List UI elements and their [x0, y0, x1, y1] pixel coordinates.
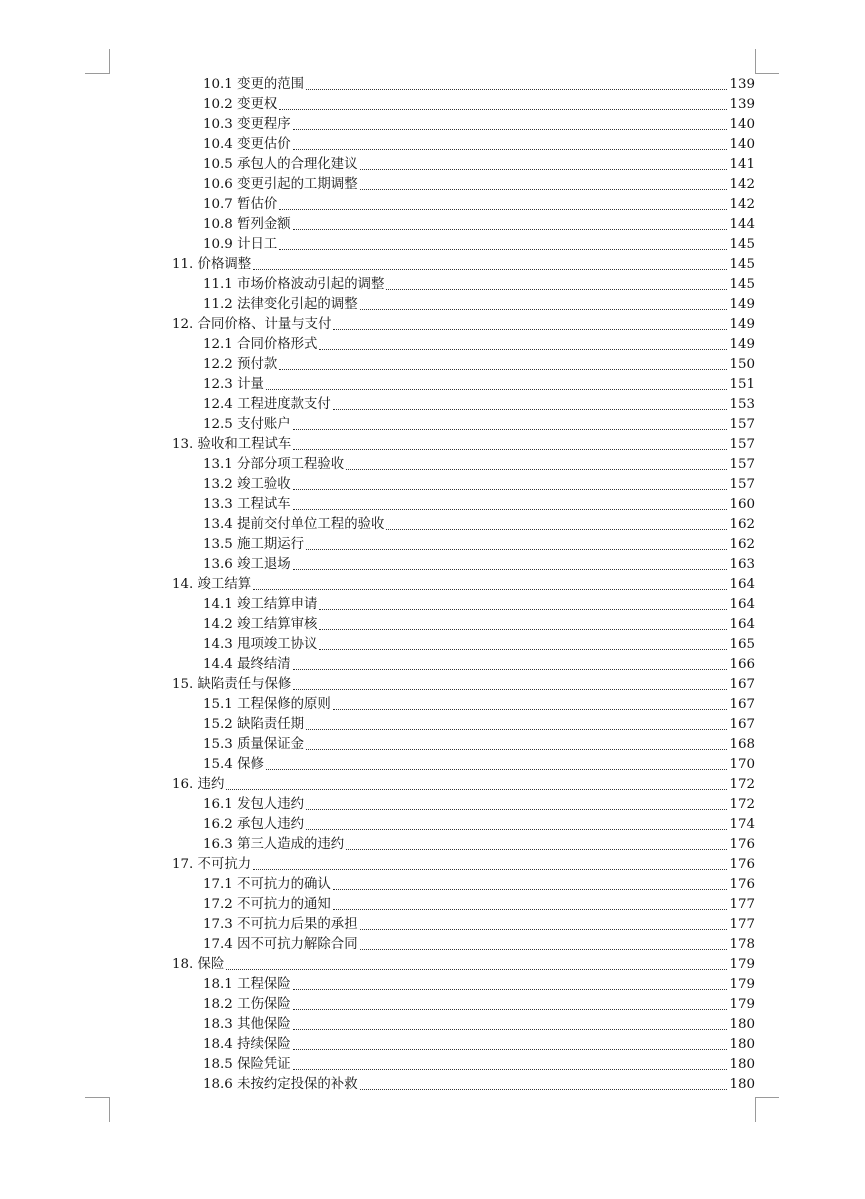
toc-page-number: 177 [729, 897, 755, 912]
toc-entry-label: 14.3 甩项竣工协议 [203, 637, 318, 652]
toc-entry-label: 12.4 工程进度款支付 [203, 397, 331, 412]
toc-dot-leader [293, 669, 728, 670]
toc-dot-leader [333, 889, 728, 890]
toc-page-number: 145 [729, 257, 755, 272]
toc-page-number: 140 [729, 137, 755, 152]
toc-page-number: 142 [729, 197, 755, 212]
toc-dot-leader [253, 869, 727, 870]
toc-entry-label: 16.3 第三人造成的违约 [203, 837, 345, 852]
toc-entry-label: 13.5 施工期运行 [203, 537, 305, 552]
crop-mark-top-left-v [109, 49, 110, 74]
toc-dot-leader [266, 389, 728, 390]
toc-section-entry[interactable] [203, 793, 755, 813]
toc-section-entry[interactable] [203, 993, 755, 1013]
toc-section-entry[interactable] [203, 173, 755, 193]
toc-page-number: 145 [729, 237, 755, 252]
toc-entry-label: 15.2 缺陷责任期 [203, 717, 305, 732]
toc-page-number: 162 [729, 517, 755, 532]
toc-section-entry[interactable] [203, 1053, 755, 1073]
toc-entry-label: 18.6 未按约定投保的补救 [203, 1077, 358, 1092]
toc-section-entry[interactable] [203, 913, 755, 933]
toc-entry-label: 13.2 竣工验收 [203, 477, 291, 492]
toc-dot-leader [293, 689, 727, 690]
toc-page-number: 166 [729, 657, 755, 672]
toc-page-number: 157 [729, 437, 755, 452]
toc-page-number: 170 [729, 757, 755, 772]
toc-page-number: 172 [729, 797, 755, 812]
toc-page-number: 164 [729, 597, 755, 612]
toc-dot-leader [319, 649, 727, 650]
toc-section-entry[interactable] [203, 193, 755, 213]
crop-mark-top-left-h [85, 73, 109, 74]
toc-dot-leader [306, 549, 727, 550]
toc-section-entry[interactable] [203, 693, 755, 713]
toc-dot-leader [333, 709, 728, 710]
toc-section-entry[interactable] [203, 453, 755, 473]
toc-entry-label: 13.3 工程试车 [203, 497, 291, 512]
toc-entry-label: 12.1 合同价格形式 [203, 337, 318, 352]
toc-section-entry[interactable] [203, 653, 755, 673]
toc-entry-label: 11. 价格调整 [172, 257, 252, 272]
toc-dot-leader [279, 209, 727, 210]
toc-dot-leader [360, 1089, 728, 1090]
toc-dot-leader [306, 729, 727, 730]
toc-dot-leader [279, 249, 727, 250]
toc-chapter-entry[interactable] [172, 673, 755, 693]
toc-section-entry[interactable] [203, 833, 755, 853]
toc-page-number: 168 [729, 737, 755, 752]
toc-page-number: 141 [729, 157, 755, 172]
toc-section-entry[interactable] [203, 273, 755, 293]
toc-entry-label: 14.2 竣工结算审核 [203, 617, 318, 632]
toc-dot-leader [306, 809, 727, 810]
toc-entry-label: 15. 缺陷责任与保修 [172, 677, 292, 692]
toc-section-entry[interactable] [203, 493, 755, 513]
toc-page-number: 165 [729, 637, 755, 652]
toc-section-entry[interactable] [203, 373, 755, 393]
toc-section-entry[interactable] [203, 813, 755, 833]
toc-section-entry[interactable] [203, 893, 755, 913]
toc-page-number: 179 [729, 977, 755, 992]
toc-page-number: 157 [729, 477, 755, 492]
toc-dot-leader [293, 149, 728, 150]
toc-entry-label: 13. 验收和工程试车 [172, 437, 292, 452]
toc-entry-label: 12.5 支付账户 [203, 417, 291, 432]
toc-page-number: 180 [729, 1017, 755, 1032]
toc-entry-label: 15.3 质量保证金 [203, 737, 305, 752]
toc-page-number: 176 [729, 837, 755, 852]
toc-dot-leader [306, 829, 727, 830]
toc-page-number: 179 [729, 997, 755, 1012]
toc-page-number: 144 [729, 217, 755, 232]
toc-page-number: 177 [729, 917, 755, 932]
toc-page-number: 149 [729, 317, 755, 332]
toc-entry-label: 16. 违约 [172, 777, 225, 792]
toc-page-number: 149 [729, 337, 755, 352]
toc-entry-label: 10.1 变更的范围 [203, 77, 305, 92]
toc-dot-leader [293, 569, 728, 570]
toc-page-number: 162 [729, 537, 755, 552]
toc-dot-leader [293, 989, 728, 990]
toc-section-entry[interactable] [203, 1073, 755, 1093]
toc-entry-label: 13.1 分部分项工程验收 [203, 457, 345, 472]
toc-entry-label: 10.4 变更估价 [203, 137, 291, 152]
toc-entry-label: 18.3 其他保险 [203, 1017, 291, 1032]
toc-section-entry[interactable] [203, 153, 755, 173]
toc-section-entry[interactable] [203, 633, 755, 653]
toc-entry-label: 17.3 不可抗力后果的承担 [203, 917, 358, 932]
toc-page-number: 151 [729, 377, 755, 392]
toc-dot-leader [346, 469, 727, 470]
toc-section-entry[interactable] [203, 293, 755, 313]
toc-section-entry[interactable] [203, 873, 755, 893]
toc-section-entry[interactable] [203, 533, 755, 553]
toc-page-number: 145 [729, 277, 755, 292]
toc-section-entry[interactable] [203, 353, 755, 373]
toc-dot-leader [386, 289, 727, 290]
toc-chapter-entry[interactable] [172, 853, 755, 873]
toc-entry-label: 10.8 暂列金额 [203, 217, 291, 232]
toc-section-entry[interactable] [203, 333, 755, 353]
toc-page-number: 157 [729, 417, 755, 432]
toc-page-number: 167 [729, 717, 755, 732]
toc-entry-label: 18.4 持续保险 [203, 1037, 291, 1052]
toc-entry-label: 13.6 竣工退场 [203, 557, 291, 572]
toc-section-entry[interactable] [203, 473, 755, 493]
toc-section-entry[interactable] [203, 933, 755, 953]
toc-dot-leader [253, 269, 727, 270]
toc-page-number: 176 [729, 857, 755, 872]
toc-section-entry[interactable] [203, 93, 755, 113]
crop-mark-top-right-v [755, 49, 756, 74]
toc-entry-label: 14. 竣工结算 [172, 577, 252, 592]
toc-section-entry[interactable] [203, 753, 755, 773]
toc-dot-leader [293, 429, 728, 430]
toc-chapter-entry[interactable] [172, 953, 755, 973]
toc-page-number: 164 [729, 577, 755, 592]
toc-dot-leader [226, 789, 727, 790]
toc-entry-label: 10.3 变更程序 [203, 117, 291, 132]
toc-entry-label: 12.2 预付款 [203, 357, 278, 372]
toc-dot-leader [293, 129, 728, 130]
toc-entry-label: 13.4 提前交付单位工程的验收 [203, 517, 385, 532]
toc-dot-leader [319, 609, 727, 610]
toc-page-number: 172 [729, 777, 755, 792]
toc-dot-leader [279, 369, 727, 370]
toc-dot-leader [293, 1049, 728, 1050]
toc-page-number: 163 [729, 557, 755, 572]
toc-entry-label: 10.2 变更权 [203, 97, 278, 112]
toc-section-entry[interactable] [203, 613, 755, 633]
crop-mark-bottom-left-h [85, 1097, 109, 1098]
toc-dot-leader [346, 849, 727, 850]
toc-chapter-entry[interactable] [172, 433, 755, 453]
toc-page-number: 139 [729, 97, 755, 112]
toc-entry-label: 18.1 工程保险 [203, 977, 291, 992]
toc-dot-leader [333, 409, 728, 410]
toc-section-entry[interactable] [203, 513, 755, 533]
toc-page-number: 180 [729, 1057, 755, 1072]
toc-page-number: 153 [729, 397, 755, 412]
toc-dot-leader [360, 929, 728, 930]
toc-chapter-entry[interactable] [172, 313, 755, 333]
toc-dot-leader [333, 329, 727, 330]
toc-entry-label: 12.3 计量 [203, 377, 264, 392]
toc-dot-leader [360, 309, 728, 310]
toc-dot-leader [319, 629, 727, 630]
toc-entry-label: 18.2 工伤保险 [203, 997, 291, 1012]
toc-section-entry[interactable] [203, 133, 755, 153]
toc-entry-label: 10.7 暂估价 [203, 197, 278, 212]
toc-section-entry[interactable] [203, 413, 755, 433]
toc-dot-leader [293, 1029, 728, 1030]
toc-page-number: 167 [729, 677, 755, 692]
toc-dot-leader [293, 489, 728, 490]
toc-entry-label: 10.6 变更引起的工期调整 [203, 177, 358, 192]
toc-page-number: 178 [729, 937, 755, 952]
toc-entry-label: 17.1 不可抗力的确认 [203, 877, 331, 892]
toc-entry-label: 14.4 最终结清 [203, 657, 291, 672]
toc-dot-leader [253, 589, 727, 590]
toc-dot-leader [293, 229, 728, 230]
toc-dot-leader [360, 189, 728, 190]
crop-mark-bottom-left-v [109, 1097, 110, 1122]
toc-section-entry[interactable] [203, 593, 755, 613]
toc-entry-label: 17. 不可抗力 [172, 857, 252, 872]
toc-page-number: 179 [729, 957, 755, 972]
toc-entry-label: 14.1 竣工结算申请 [203, 597, 318, 612]
toc-page-number: 180 [729, 1037, 755, 1052]
toc-section-entry[interactable] [203, 733, 755, 753]
toc-dot-leader [266, 769, 728, 770]
toc-entry-label: 17.4 因不可抗力解除合同 [203, 937, 358, 952]
toc-page-number: 167 [729, 697, 755, 712]
toc-page-number: 157 [729, 457, 755, 472]
toc-dot-leader [306, 749, 727, 750]
crop-mark-top-right-h [755, 73, 779, 74]
toc-entry-label: 16.2 承包人违约 [203, 817, 305, 832]
toc-dot-leader [360, 949, 728, 950]
toc-section-entry[interactable] [203, 973, 755, 993]
toc-entry-label: 10.9 计日工 [203, 237, 278, 252]
toc-section-entry[interactable] [203, 213, 755, 233]
toc-entry-label: 15.1 工程保修的原则 [203, 697, 331, 712]
toc-dot-leader [333, 909, 728, 910]
toc-chapter-entry[interactable] [172, 253, 755, 273]
toc-section-entry[interactable] [203, 553, 755, 573]
toc-entry-label: 11.2 法律变化引起的调整 [203, 297, 358, 312]
toc-page-number: 140 [729, 117, 755, 132]
toc-dot-leader [279, 109, 727, 110]
toc-entry-label: 16.1 发包人违约 [203, 797, 305, 812]
toc-dot-leader [293, 509, 728, 510]
toc-section-entry[interactable] [203, 1033, 755, 1053]
toc-page-number: 176 [729, 877, 755, 892]
crop-mark-bottom-right-v [755, 1097, 756, 1122]
toc-dot-leader [293, 449, 727, 450]
toc-entry-label: 12. 合同价格、计量与支付 [172, 317, 332, 332]
toc-chapter-entry[interactable] [172, 573, 755, 593]
toc-page-number: 160 [729, 497, 755, 512]
toc-dot-leader [319, 349, 727, 350]
toc-page-number: 150 [729, 357, 755, 372]
toc-page-number: 139 [729, 77, 755, 92]
toc-page-number: 180 [729, 1077, 755, 1092]
toc-page-number: 174 [729, 817, 755, 832]
toc-page-number: 164 [729, 617, 755, 632]
toc-dot-leader [226, 969, 727, 970]
toc-page-number: 142 [729, 177, 755, 192]
toc-section-entry[interactable] [203, 73, 755, 93]
toc-entry-label: 15.4 保修 [203, 757, 264, 772]
crop-mark-bottom-right-h [755, 1097, 779, 1098]
toc-section-entry[interactable] [203, 113, 755, 133]
toc-entry-label: 18. 保险 [172, 957, 225, 972]
toc-dot-leader [293, 1069, 728, 1070]
toc-page-number: 149 [729, 297, 755, 312]
toc-section-entry[interactable] [203, 1013, 755, 1033]
toc-section-entry[interactable] [203, 393, 755, 413]
toc-section-entry[interactable] [203, 713, 755, 733]
toc-dot-leader [293, 1009, 728, 1010]
toc-dot-leader [360, 169, 728, 170]
toc-entry-label: 17.2 不可抗力的通知 [203, 897, 331, 912]
toc-section-entry[interactable] [203, 233, 755, 253]
toc-chapter-entry[interactable] [172, 773, 755, 793]
toc-entry-label: 11.1 市场价格波动引起的调整 [203, 277, 385, 292]
toc-dot-leader [306, 89, 727, 90]
toc-entry-label: 18.5 保险凭证 [203, 1057, 291, 1072]
toc-dot-leader [386, 529, 727, 530]
toc-entry-label: 10.5 承包人的合理化建议 [203, 157, 358, 172]
